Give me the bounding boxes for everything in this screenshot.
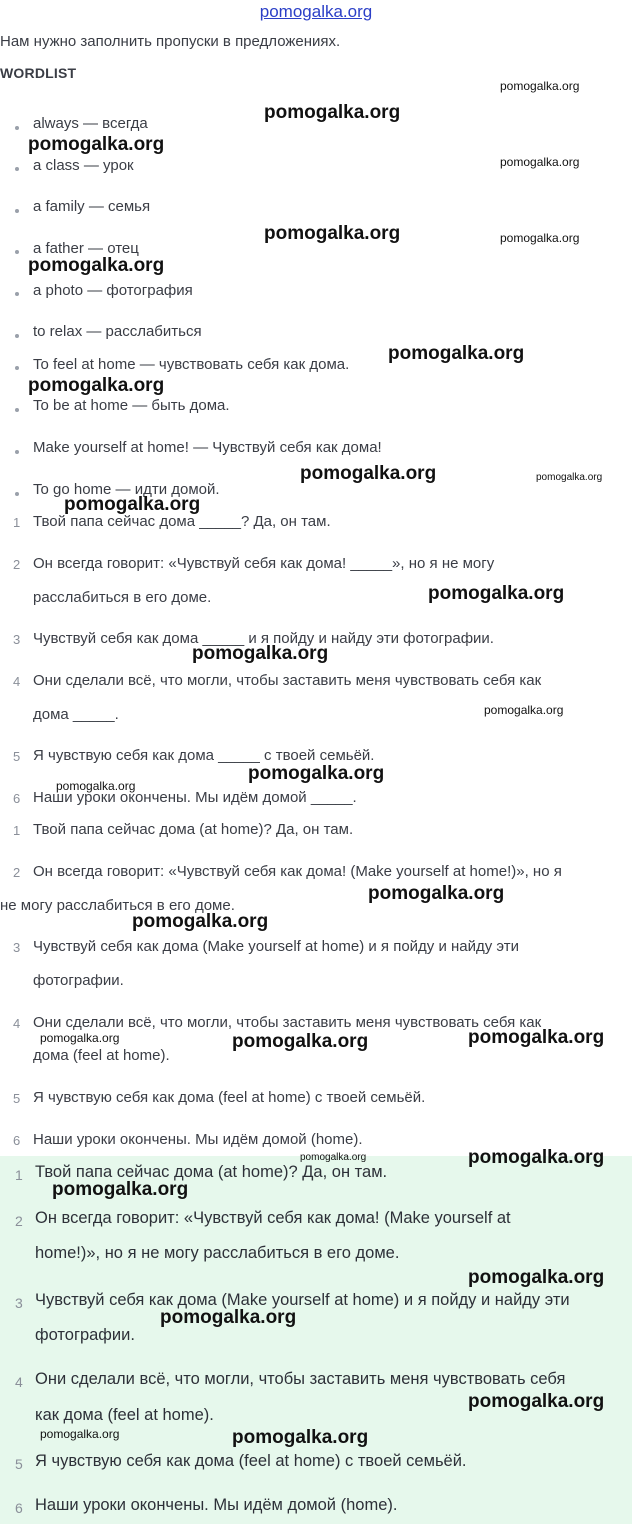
exercise-line: Наши уроки окончены. Мы идём домой _____. bbox=[33, 789, 357, 806]
wordlist-item: a family — семья bbox=[33, 198, 151, 215]
watermark: pomogalka.org bbox=[52, 1179, 189, 1200]
bullet-icon bbox=[15, 167, 19, 171]
watermark: pomogalka.org bbox=[232, 1427, 369, 1448]
final-answer-line: home!)», но я не могу расслабиться в его доме. bbox=[35, 1244, 400, 1262]
watermark: pomogalka.org bbox=[468, 1147, 605, 1168]
exercise-line: Они сделали всё, что могли, чтобы заставить меня чувствовать себя как bbox=[33, 672, 542, 689]
exercise-line: Он всегда говорит: «Чувствуй себя как дома! _____», но я не могу bbox=[33, 555, 495, 572]
final-answer-line: фотографии. bbox=[35, 1326, 135, 1344]
answer-line: не могу расслабиться в его доме. bbox=[0, 897, 235, 914]
item-number: 4 bbox=[13, 1016, 21, 1031]
answer-line: Я чувствую себя как дома (feel at home) с твоей семьёй. bbox=[33, 1089, 426, 1106]
watermark: pomogalka.org bbox=[300, 1152, 367, 1163]
wordlist-item: To go home — идти домой. bbox=[33, 481, 220, 498]
bullet-icon bbox=[15, 209, 19, 213]
final-answer-line: Я чувствую себя как дома (feel at home) с твоей семьёй. bbox=[35, 1452, 467, 1470]
answer-line: Наши уроки окончены. Мы идём домой (home). bbox=[33, 1131, 363, 1148]
item-number: 5 bbox=[15, 1456, 23, 1472]
final-answer-line: Твой папа сейчас дома (at home)? Да, он там. bbox=[35, 1163, 388, 1181]
watermark: pomogalka.org bbox=[64, 494, 201, 515]
item-number: 1 bbox=[13, 515, 21, 530]
final-answer-line: Наши уроки окончены. Мы идём домой (home). bbox=[35, 1496, 398, 1514]
header-watermark-link[interactable]: pomogalka.org bbox=[259, 2, 373, 21]
wordlist-item: a father — отец bbox=[33, 240, 139, 257]
final-answer-line: как дома (feel at home). bbox=[35, 1406, 214, 1424]
wordlist-item: To feel at home — чувствовать себя как дома. bbox=[33, 356, 350, 373]
watermark: pomogalka.org bbox=[368, 883, 505, 904]
final-answer-line: Он всегда говорит: «Чувствуй себя как дома! (Make yourself at bbox=[35, 1209, 511, 1227]
watermark: pomogalka.org bbox=[192, 643, 329, 664]
item-number: 3 bbox=[13, 940, 21, 955]
answer-line: фотографии. bbox=[33, 972, 124, 989]
wordlist-item: Make yourself at home! — Чувствуй себя как дома! bbox=[33, 439, 382, 456]
watermark: pomogalka.org bbox=[232, 1031, 369, 1052]
watermark: pomogalka.org bbox=[248, 763, 385, 784]
watermark: pomogalka.org bbox=[56, 779, 136, 793]
exercise-line: Я чувствую себя как дома _____ с твоей семьёй. bbox=[33, 747, 375, 764]
final-answer-line: Чувствуй себя как дома (Make yourself at home) и я пойду и найду эти bbox=[35, 1291, 570, 1309]
watermark: pomogalka.org bbox=[160, 1307, 297, 1328]
item-number: 6 bbox=[15, 1500, 23, 1516]
wordlist-item: always — всегда bbox=[33, 115, 148, 132]
watermark: pomogalka.org bbox=[500, 79, 580, 93]
item-number: 1 bbox=[15, 1167, 23, 1183]
item-number: 5 bbox=[13, 749, 21, 764]
watermark: pomogalka.org bbox=[484, 703, 564, 717]
wordlist-item: a photo — фотография bbox=[33, 282, 193, 299]
watermark: pomogalka.org bbox=[264, 223, 401, 244]
item-number: 1 bbox=[13, 823, 21, 838]
item-number: 6 bbox=[13, 1133, 21, 1148]
watermark: pomogalka.org bbox=[264, 102, 401, 123]
exercise-line: Чувствуй себя как дома _____ и я пойду и найду эти фотографии. bbox=[33, 630, 494, 647]
bullet-icon bbox=[15, 292, 19, 296]
item-number: 5 bbox=[13, 1091, 21, 1106]
item-number: 4 bbox=[15, 1374, 23, 1390]
answer-line: Они сделали всё, что могли, чтобы заставить меня чувствовать себя как bbox=[33, 1014, 542, 1031]
intro-text: Нам нужно заполнить пропуски в предложениях. bbox=[0, 33, 341, 50]
item-number: 3 bbox=[13, 632, 21, 647]
watermark: pomogalka.org bbox=[500, 231, 580, 245]
answer-line: Он всегда говорит: «Чувствуй себя как дома! (Make yourself at home!)», но я bbox=[33, 863, 562, 880]
answer-line: дома (feel at home). bbox=[33, 1047, 170, 1064]
item-number: 3 bbox=[15, 1295, 23, 1311]
bullet-icon bbox=[15, 334, 19, 338]
item-number: 2 bbox=[13, 557, 21, 572]
answer-line: Чувствуй себя как дома (Make yourself at home) и я пойду и найду эти bbox=[33, 938, 519, 955]
final-answer-line: Они сделали всё, что могли, чтобы заставить меня чувствовать себя bbox=[35, 1370, 566, 1388]
watermark: pomogalka.org bbox=[536, 472, 603, 483]
exercise-line: дома _____. bbox=[33, 706, 119, 723]
watermark: pomogalka.org bbox=[40, 1427, 120, 1441]
bullet-icon bbox=[15, 450, 19, 454]
watermark: pomogalka.org bbox=[468, 1027, 605, 1048]
wordlist-item: a class — урок bbox=[33, 157, 134, 174]
watermark: pomogalka.org bbox=[468, 1391, 605, 1412]
watermark: pomogalka.org bbox=[132, 911, 269, 932]
watermark: pomogalka.org bbox=[300, 463, 437, 484]
watermark: pomogalka.org bbox=[500, 155, 580, 169]
bullet-icon bbox=[15, 126, 19, 130]
bullet-icon bbox=[15, 408, 19, 412]
watermark: pomogalka.org bbox=[468, 1267, 605, 1288]
watermark: pomogalka.org bbox=[28, 134, 165, 155]
watermark: pomogalka.org bbox=[388, 343, 525, 364]
item-number: 6 bbox=[13, 791, 21, 806]
item-number: 4 bbox=[13, 674, 21, 689]
item-number: 2 bbox=[15, 1213, 23, 1229]
watermark: pomogalka.org bbox=[28, 255, 165, 276]
watermark: pomogalka.org bbox=[28, 375, 165, 396]
watermark: pomogalka.org bbox=[40, 1031, 120, 1045]
watermark: pomogalka.org bbox=[428, 583, 565, 604]
bullet-icon bbox=[15, 250, 19, 254]
answer-line: Твой папа сейчас дома (at home)? Да, он там. bbox=[33, 821, 354, 838]
wordlist-title: WORDLIST bbox=[0, 65, 77, 81]
wordlist-item: to relax — расслабиться bbox=[33, 323, 202, 340]
exercise-line: расслабиться в его доме. bbox=[33, 589, 212, 606]
item-number: 2 bbox=[13, 865, 21, 880]
bullet-icon bbox=[15, 366, 19, 370]
exercise-line: Твой папа сейчас дома _____? Да, он там. bbox=[33, 513, 331, 530]
bullet-icon bbox=[15, 492, 19, 496]
wordlist-item: To be at home — быть дома. bbox=[33, 397, 230, 414]
